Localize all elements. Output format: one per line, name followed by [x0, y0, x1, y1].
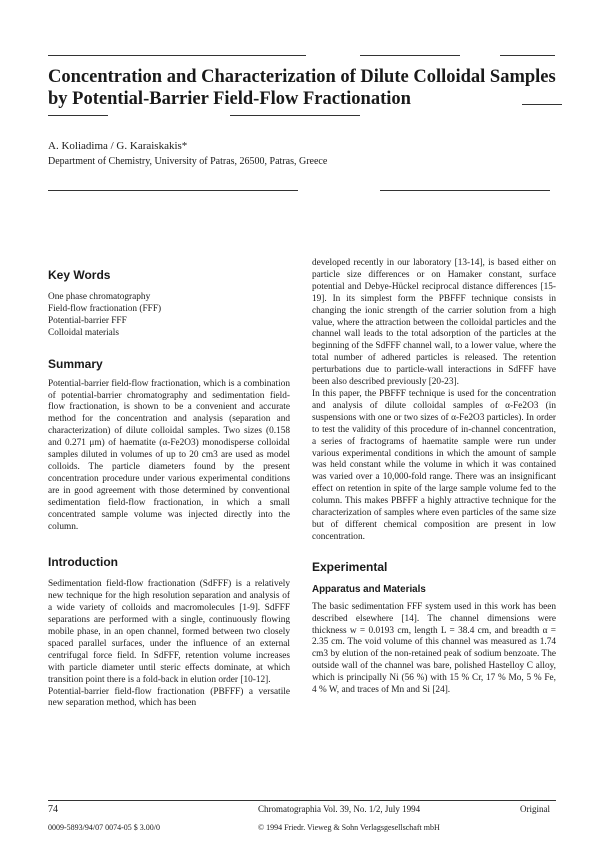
introduction-heading: Introduction — [48, 555, 118, 570]
copyright: © 1994 Friedr. Vieweg & Sohn Verlagsgesellschaft mbH — [258, 823, 440, 832]
title-rule-left — [48, 115, 108, 116]
article-type: Original — [520, 804, 550, 814]
keyword-item: One phase chromatography — [48, 292, 151, 302]
journal-citation: Chromatographia Vol. 39, No. 1/2, July 1994 — [258, 804, 421, 814]
top-rule-left — [48, 55, 306, 56]
summary-text: Potential-barrier field-flow fractionation, which is a combination of potential-barrier chromatography and sedimentation field-flow fractionation, is shown to be a convenient and accurate method for the concentration and analysis (separation and characterization) of dilute colloidal samples. Two sizes (0.158 and 0.271 μm) of haematite (α-Fe2O3) monodisperse colloidal samples diluted in volumes of up to 20 cm3 are used as model colloids. The particle diameters found by the present concentration procedure under various experimental conditions are in good agreement with those determined by conventional sedimentation field-flow fractionation, in which a small concentrated sample volume was injected directly into the column. — [48, 378, 290, 532]
right-column — [312, 258, 556, 697]
experimental-text: The basic sedimentation FFF system used in this work has been described elsewhere [14]. The channel dimensions were thickness w = 0.0193 cm, length L = 38.4 cm, and breadth α = 2.35 cm. The void volume of this channel was measured as 1.74 cm3 by elution of the non-retained peak of sodium benzoate. The outside wall of the channel was bare, polished Hastelloy C alloy, which is principally Ni (56 %) with 15 % Cr, 17 % Mo, 5 % Fe, 4 % W, and traces of Mn and Si [24]. — [312, 601, 556, 696]
experimental-heading: Experimental — [312, 559, 388, 574]
top-rule-mid — [360, 55, 460, 56]
apparatus-subheading: Apparatus and Materials — [312, 583, 426, 595]
page-number: 74 — [48, 804, 58, 815]
introduction-paragraph-2: Potential-barrier field-flow fractionation (PBFFF) a versatile new separation method, which has been — [48, 686, 290, 709]
footer-rule — [48, 800, 556, 801]
right-paragraph-2: In this paper, the PBFFF technique is used for the concentration and analysis of dilute colloidal samples of α-Fe2O3 (in suspensions with one or two sizes of α-Fe2O3 particles). In order to test the validity of this procedure of in-channel concentration, a series of fractograms of haematite sample were run under various experimental conditions in which the amount of sample was held constant while the volume in which it was contained was varied over a 10,000-fold range. There was an insignificant effect on retention in spite of the large sample volume fed to the column. This makes PBFFF a highly attractive technique for the characterization of samples where even particles of the same size but of different chemical composition are present in low concentration. — [312, 388, 556, 542]
introduction-paragraph-1: Sedimentation field-flow fractionation (SdFFF) is a relatively new technique for the high resolution separation and analysis of a wide variety of colloids and macromolecules [1-9]. SdFFF separations are performed with a single, continuously flowing mobile phase, in an open channel, formed between two closely spaced parallel surfaces, under the influence of an external centrifugal force field. In SdFFF, retention volume increases with particle diameter until steric effects dominate, at which transition point there is a fold-back in elution order [10-12]. — [48, 579, 290, 685]
paper-title: Concentration and Characterization of Dilute Colloidal Samples by Potential-Barrier Field-Flow Fractionation — [48, 67, 556, 109]
keywords-heading: Key Words — [48, 268, 111, 282]
right-paragraph-1: developed recently in our laboratory [13-14], is based either on particle size differences or on Hamaker constant, surface potential and Debye-Hückel reciprocal distance differences [15-19]. In its simplest form the PBFFF technique consists in changing the ionic strength of the carrier solution from a high value, where the attraction between the colloidal particles and the channel wall leads to the total adsorption of the particles at the beginning of the SdFFF channel wall, to a lower value, where the total number of adhered particles is released. The retention perturbations due to particle-wall interactions in SdFFF have been also described previously [20-23]. — [312, 258, 556, 388]
article-code: 0009-5893/94/07 0074-05 $ 3.00/0 — [48, 823, 160, 832]
top-rule-right — [500, 55, 555, 56]
keyword-item: Colloidal materials — [48, 327, 120, 338]
title-rule-mid — [230, 115, 360, 116]
keyword-item: Potential-barrier FFF — [48, 315, 127, 326]
affil-rule-right — [380, 190, 550, 191]
left-column — [48, 268, 290, 710]
keyword-item: Field-flow fractionation (FFF) — [48, 303, 162, 314]
affil-rule — [48, 190, 298, 191]
summary-heading: Summary — [48, 356, 103, 371]
authors: A. Koliadima / G. Karaiskakis* — [48, 140, 188, 152]
affiliation: Department of Chemistry, University of Patras, 26500, Patras, Greece — [48, 156, 328, 167]
